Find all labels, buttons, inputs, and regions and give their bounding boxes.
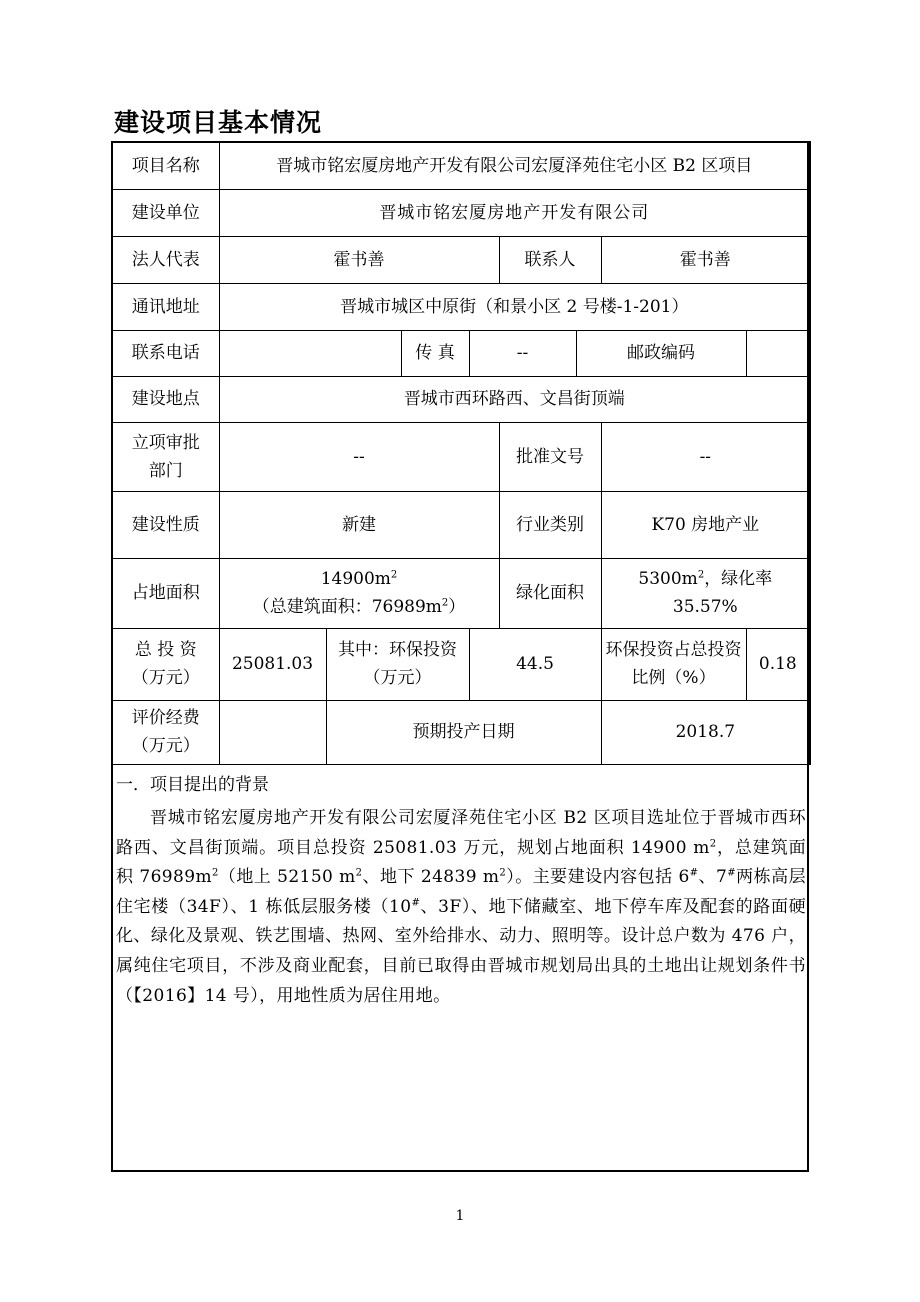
floor-area-suffix: ）	[448, 597, 466, 617]
sup-m2: 2	[499, 867, 507, 879]
env-ratio-label-line2: 比例（%）	[631, 668, 716, 688]
env-investment-label-line2: （万元）	[363, 668, 432, 688]
land-area-value: 14900m	[320, 569, 391, 589]
table-row	[112, 142, 810, 189]
builder-value: 晋城市铭宏厦房地产开发有限公司	[219, 189, 810, 236]
green-area-prefix: 5300m	[638, 569, 698, 589]
table-row	[112, 330, 810, 376]
project-name-label: 项目名称	[112, 142, 219, 189]
postcode-value	[746, 330, 810, 376]
nature-value: 新建	[219, 491, 499, 558]
env-ratio-value: 0.18	[746, 628, 810, 700]
contact-value: 霍书善	[601, 236, 810, 283]
table-row	[112, 628, 810, 700]
approval-dept-label-line2: 部门	[148, 460, 183, 481]
legal-rep-label: 法人代表	[112, 236, 219, 283]
eval-fee-label	[112, 700, 219, 764]
site-value: 晋城市西环路西、文昌街顶端	[219, 376, 810, 422]
env-ratio-label	[601, 628, 746, 700]
sup-m2: 2	[709, 837, 717, 849]
investment-value: 25081.03	[219, 628, 326, 700]
env-investment-label-line1: 其中：环保投资	[338, 640, 457, 660]
investment-label	[112, 628, 219, 700]
para-part: 、3F）、地下储藏室、地下停车库及配套的路面硬化、绿化及景观、铁艺围墙、热网、室外给排水、动力、照明等。设计总户数为 476 户，属纯住宅项目，不涉及商业配套，目前已取得由晋城市规划局出具的土地出让规划条件书（【2016】14 号），用地性质为居住用地。	[116, 896, 807, 1006]
eval-fee-label-line2: （万元）	[131, 736, 200, 756]
table-row	[112, 283, 810, 330]
approval-dept-label	[112, 422, 219, 491]
table-row	[112, 491, 810, 558]
floor-area-unit-sup: 2	[441, 597, 449, 609]
sup-hash: #	[411, 897, 421, 909]
industry-value: K70 房地产业	[601, 491, 810, 558]
approval-dept-label-line1: 立项审批	[131, 432, 200, 453]
industry-label: 行业类别	[499, 491, 601, 558]
para-part: ）。主要建设内容包括 6	[506, 867, 690, 888]
env-ratio-label-line1: 环保投资占总投资	[605, 640, 742, 660]
background-paragraph	[114, 804, 808, 1011]
phone-label: 联系电话	[112, 330, 219, 376]
address-label: 通讯地址	[112, 283, 219, 330]
table-row	[112, 236, 810, 283]
para-part: 、7	[698, 867, 728, 888]
startup-date-value: 2018.7	[601, 700, 810, 764]
phone-value	[219, 330, 401, 376]
site-label: 建设地点	[112, 376, 219, 422]
contact-label: 联系人	[499, 236, 601, 283]
page-title: 建设项目基本情况	[114, 108, 323, 137]
para-part: 晋城市铭宏厦房地产开发有限公司宏厦泽苑住宅小区 B2 区项目选址位于晋城市西环路西、文昌街顶端。项目总投资 25081.03 万元，规划占地面积 14900 m	[116, 808, 806, 858]
para-part: 、地下 24839 m	[362, 867, 500, 888]
para-part: 两栋高层住宅楼（34F）、1 栋低层服务楼（10	[116, 867, 806, 917]
green-rate: ，绿化率 35.57%	[672, 569, 773, 617]
investment-label-line2: （万元）	[131, 668, 200, 688]
para-part: ，总建筑面积 76989m	[116, 837, 806, 888]
green-value	[601, 558, 810, 628]
table-row	[112, 422, 810, 491]
section-heading: 一．项目提出的背景	[116, 775, 269, 795]
land-area-unit-sup: 2	[390, 569, 398, 581]
address-value: 晋城市城区中原街（和景小区 2 号楼-1-201）	[219, 283, 810, 330]
page-number: 1	[455, 1208, 465, 1224]
project-info-table	[111, 141, 811, 765]
fax-label: 传 真	[401, 330, 469, 376]
eval-fee-label-line1: 评价经费	[131, 708, 200, 728]
sup-hash: #	[689, 867, 699, 879]
table-row	[112, 376, 810, 422]
table-row	[112, 700, 810, 764]
startup-date-label: 预期投产日期	[326, 700, 601, 764]
area-value	[219, 558, 499, 628]
approval-dept-value: --	[219, 422, 499, 491]
green-label: 绿化面积	[499, 558, 601, 628]
table-row	[112, 189, 810, 236]
legal-rep-value: 霍书善	[219, 236, 499, 283]
postcode-label: 邮政编码	[576, 330, 746, 376]
nature-label: 建设性质	[112, 491, 219, 558]
background-section	[114, 772, 808, 1011]
builder-label: 建设单位	[112, 189, 219, 236]
green-area-unit-sup: 2	[697, 569, 705, 581]
para-part: （地上 52150 m	[218, 867, 356, 888]
floor-area-prefix: （总建筑面积：76989m	[252, 597, 442, 617]
eval-fee-value	[219, 700, 326, 764]
sup-m2: 2	[211, 867, 219, 879]
investment-label-line1: 总 投 资	[134, 640, 197, 660]
approval-no-value: --	[601, 422, 810, 491]
fax-value: --	[469, 330, 576, 376]
area-label: 占地面积	[112, 558, 219, 628]
env-investment-label	[326, 628, 469, 700]
sup-hash: #	[727, 867, 737, 879]
table-row	[112, 558, 810, 628]
env-investment-value: 44.5	[469, 628, 601, 700]
project-name-value: 晋城市铭宏厦房地产开发有限公司宏厦泽苑住宅小区 B2 区项目	[219, 142, 810, 189]
sup-m2: 2	[355, 867, 363, 879]
approval-no-label: 批准文号	[499, 422, 601, 491]
